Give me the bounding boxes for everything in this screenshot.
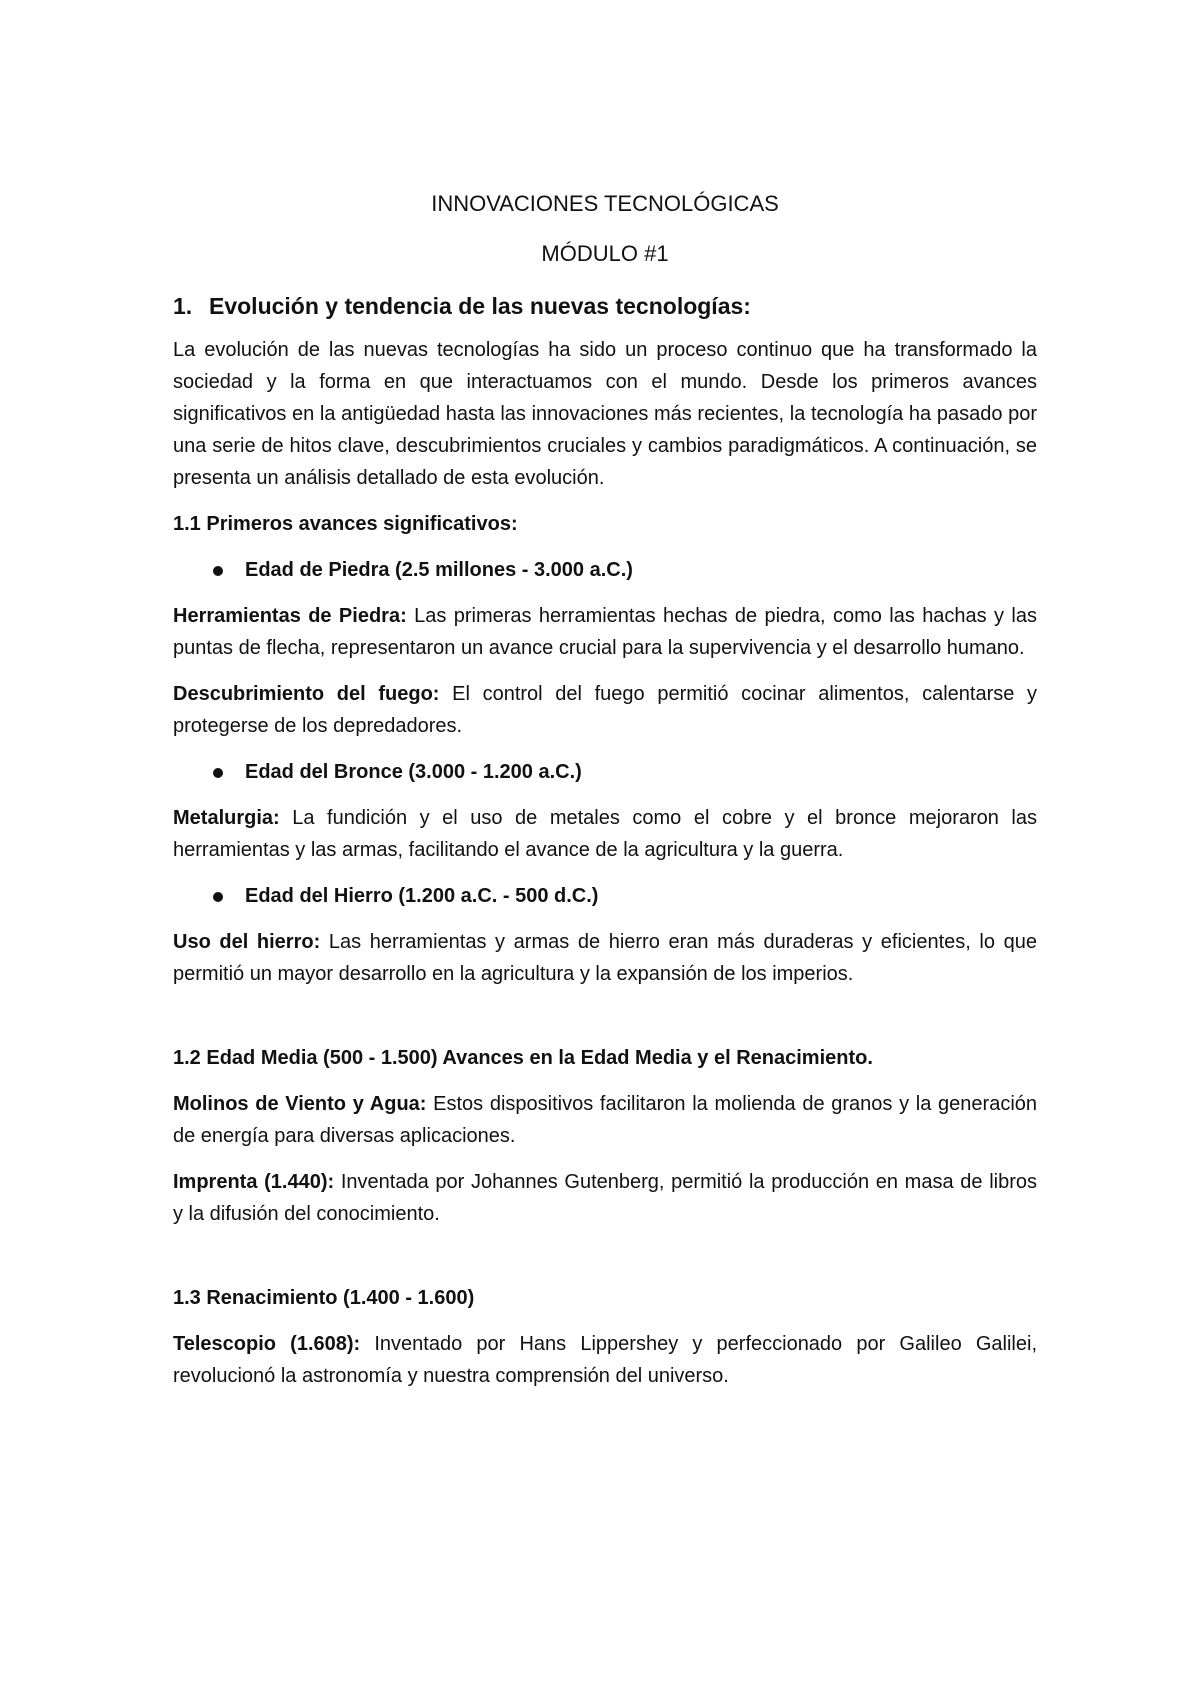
paragraph-telescopio [173, 1328, 1037, 1392]
description: Las herramientas y armas de hierro eran más duraderas y eficientes, lo que permitió un mayor desarrollo en la agricultura y la expansión de los imperios. [173, 931, 1037, 985]
bullet-dot-icon [213, 892, 223, 902]
description: Inventada por Johannes Gutenberg, permitió la producción en masa de libros y la difusión del conocimiento. [173, 1171, 1037, 1225]
section-1-3-heading: 1.3 Renacimiento (1.400 - 1.600) [173, 1287, 475, 1309]
document-title: INNOVACIONES TECNOLÓGICAS [431, 191, 779, 216]
section-1-number: 1. [173, 293, 193, 319]
description: La fundición y el uso de metales como el cobre y el bronce mejoraron las herramientas y las armas, facilitando el avance de la agricultura y la guerra. [173, 807, 1037, 861]
term: Telescopio (1.608): [173, 1333, 361, 1355]
section-1-intro: La evolución de las nuevas tecnologías ha sido un proceso continuo que ha transformado la sociedad y la forma en que interactuamos con el mundo. Desde los primeros avances significativos en la antigüedad hasta las innovaciones más recientes, la tecnología ha pasado por una serie de hitos clave, descubrimientos cruciales y cambios paradigmáticos. A continuación, se presenta un análisis detallado de esta evolución. [173, 339, 1037, 489]
section-1-2-heading: 1.2 Edad Media (500 - 1.500) Avances en la Edad Media y el Renacimiento. [173, 1047, 873, 1069]
description: Inventado por Hans Lippershey y perfeccionado por Galileo Galilei, revolucionó la astronomía y nuestra comprensión del universo. [173, 1333, 1037, 1387]
section-1-title: Evolución y tendencia de las nuevas tecnologías: [209, 293, 751, 319]
section-1-1-heading: 1.1 Primeros avances significativos: [173, 513, 518, 535]
term: Molinos de Viento y Agua: [173, 1093, 427, 1115]
paragraph-herramientas-piedra [173, 600, 1037, 664]
bullet-dot-icon [213, 768, 223, 778]
term: Herramientas de Piedra: [173, 605, 407, 627]
bullet-edad-bronce [173, 756, 1037, 788]
bullet-text: Edad de Piedra (2.5 millones - 3.000 a.C.) [245, 559, 633, 581]
paragraph-descubrimiento-fuego [173, 678, 1037, 742]
paragraph-imprenta [173, 1166, 1037, 1230]
document-subtitle: MÓDULO #1 [541, 241, 669, 266]
description: Estos dispositivos facilitaron la molienda de granos y la generación de energía para diversas aplicaciones. [173, 1093, 1038, 1147]
bullet-dot-icon [213, 566, 223, 576]
bullet-edad-piedra [173, 554, 1037, 586]
term: Imprenta (1.440): [173, 1171, 335, 1193]
paragraph-molinos [173, 1088, 1037, 1152]
section-1-heading [173, 290, 1037, 322]
bullet-edad-hierro [173, 880, 1037, 912]
paragraph-uso-hierro [173, 926, 1037, 990]
term: Uso del hierro: [173, 931, 321, 953]
description: El control del fuego permitió cocinar alimentos, calentarse y protegerse de los depredadores. [173, 683, 1038, 737]
document-page [173, 188, 1037, 1392]
term: Metalurgia: [173, 807, 280, 829]
bullet-text: Edad del Hierro (1.200 a.C. - 500 d.C.) [245, 885, 599, 907]
term: Descubrimiento del fuego: [173, 683, 440, 705]
paragraph-metalurgia [173, 802, 1037, 866]
bullet-text: Edad del Bronce (3.000 - 1.200 a.C.) [245, 761, 582, 783]
description: Las primeras herramientas hechas de piedra, como las hachas y las puntas de flecha, representaron un avance crucial para la supervivencia y el desarrollo humano. [173, 605, 1037, 659]
